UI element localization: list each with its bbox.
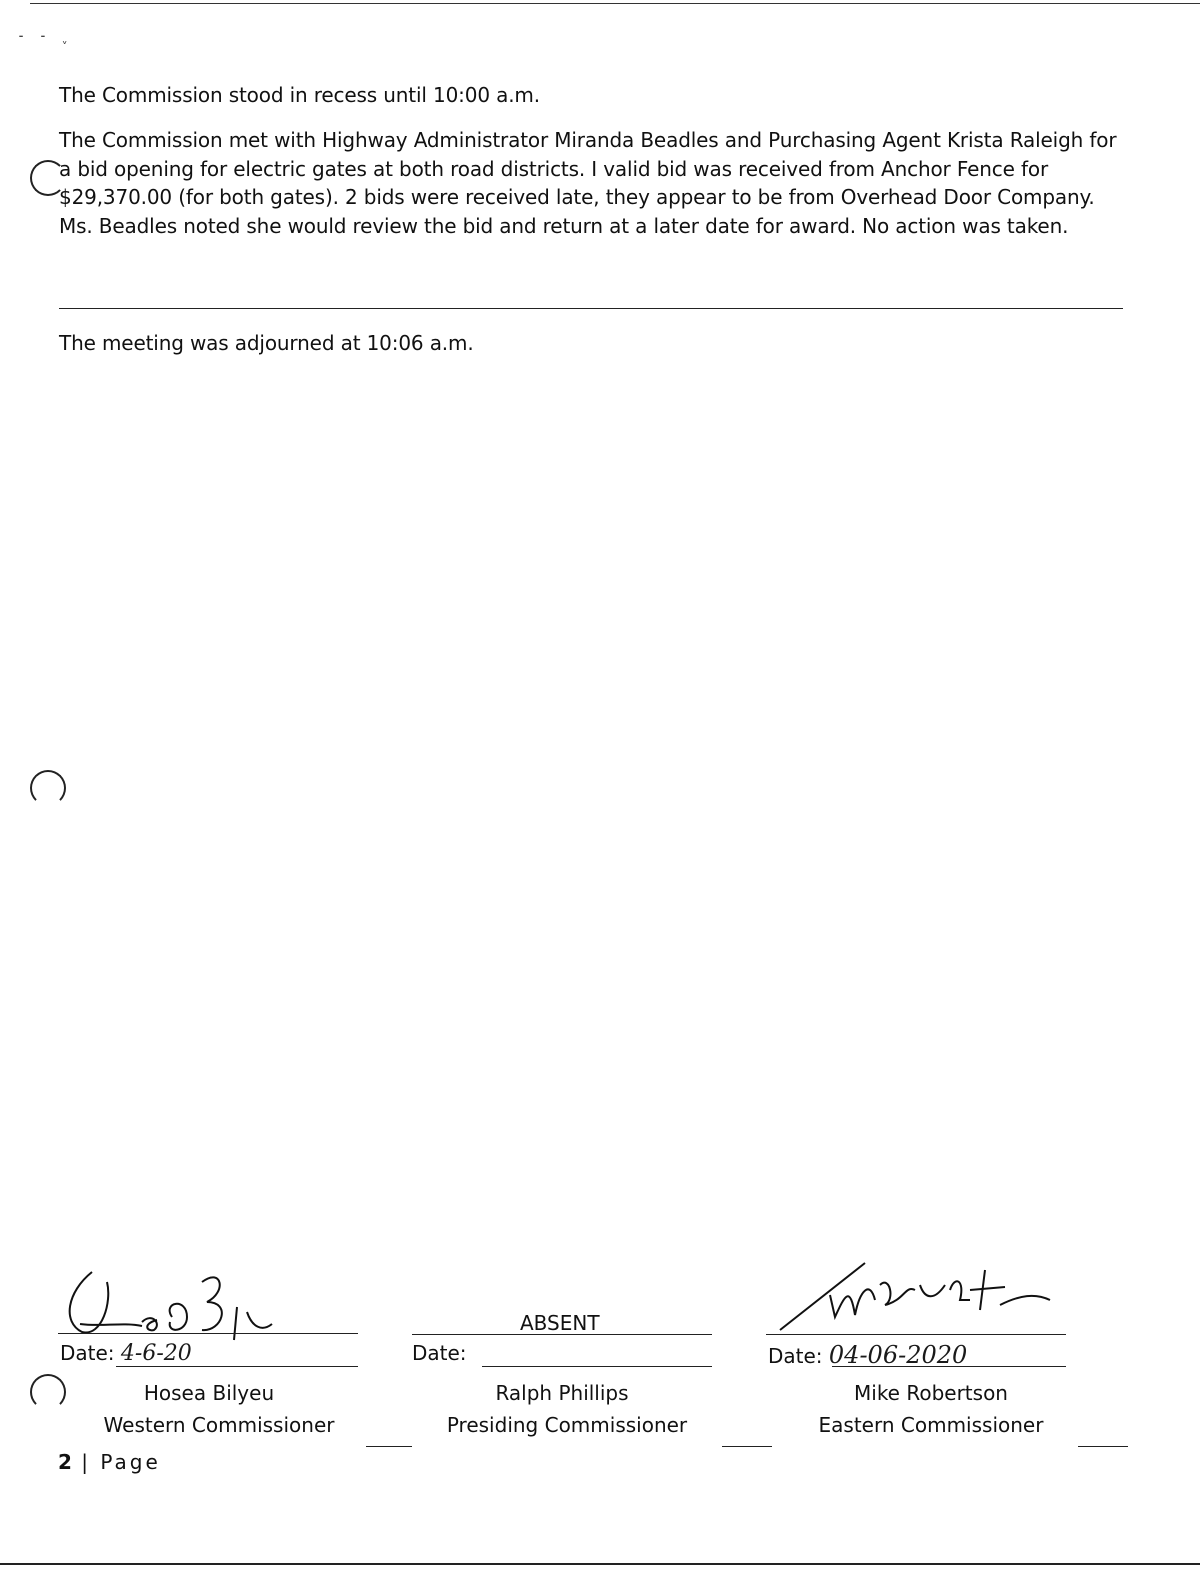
signature-mike-robertson	[775, 1255, 1055, 1339]
commissioner-name: Mike Robertson	[854, 1381, 1008, 1405]
date-label: Date:	[412, 1341, 467, 1365]
page-label: | Page	[81, 1450, 161, 1474]
top-border-line	[30, 3, 1200, 4]
commissioner-title: Western Commissioner	[103, 1413, 335, 1437]
date-line	[482, 1366, 712, 1367]
underline-mark	[722, 1446, 772, 1447]
date-line	[116, 1366, 358, 1367]
page-footer	[58, 1450, 161, 1474]
underline-mark	[1078, 1446, 1128, 1447]
commissioner-name: Ralph Phillips	[495, 1381, 629, 1405]
page-number: 2	[58, 1450, 72, 1474]
date-line	[832, 1366, 1066, 1367]
commissioner-title: Presiding Commissioner	[446, 1413, 688, 1437]
date-label: Date:	[768, 1344, 823, 1368]
handwritten-date: 4-6-20	[120, 1341, 192, 1366]
signature-line	[766, 1334, 1066, 1335]
bid-opening-paragraph: The Commission met with Highway Administrator Miranda Beadles and Purchasing Agent Krista Raleigh for a bid opening for electric gates at both road districts. I valid bid was received from Anchor Fence for $29,370.00 (for both gates). 2 bids were received late, they appear to be from Overhead Door Company. Ms. Beadles noted she would review the bid and return at a later date for award. No action was taken.	[59, 128, 1117, 238]
scan-specks: ⁃ ⁃ ˬ	[18, 30, 74, 44]
handwritten-date: 04-06-2020	[828, 1341, 968, 1369]
adjourned-paragraph: The meeting was adjourned at 10:06 a.m.	[59, 331, 474, 355]
underline-mark	[366, 1446, 412, 1447]
commissioner-name: Hosea Bilyeu	[143, 1381, 275, 1405]
date-row	[768, 1341, 967, 1369]
section-divider	[59, 308, 1123, 309]
signature-line	[58, 1333, 358, 1334]
punch-hole-mark	[30, 770, 66, 806]
bottom-border-line	[0, 1563, 1200, 1565]
absent-label: ABSENT	[520, 1311, 600, 1335]
recess-paragraph: The Commission stood in recess until 10:00 a.m.	[59, 83, 540, 107]
commissioner-title: Eastern Commissioner	[818, 1413, 1044, 1437]
date-row	[60, 1341, 192, 1366]
date-label: Date:	[60, 1341, 115, 1365]
date-row	[412, 1341, 467, 1366]
